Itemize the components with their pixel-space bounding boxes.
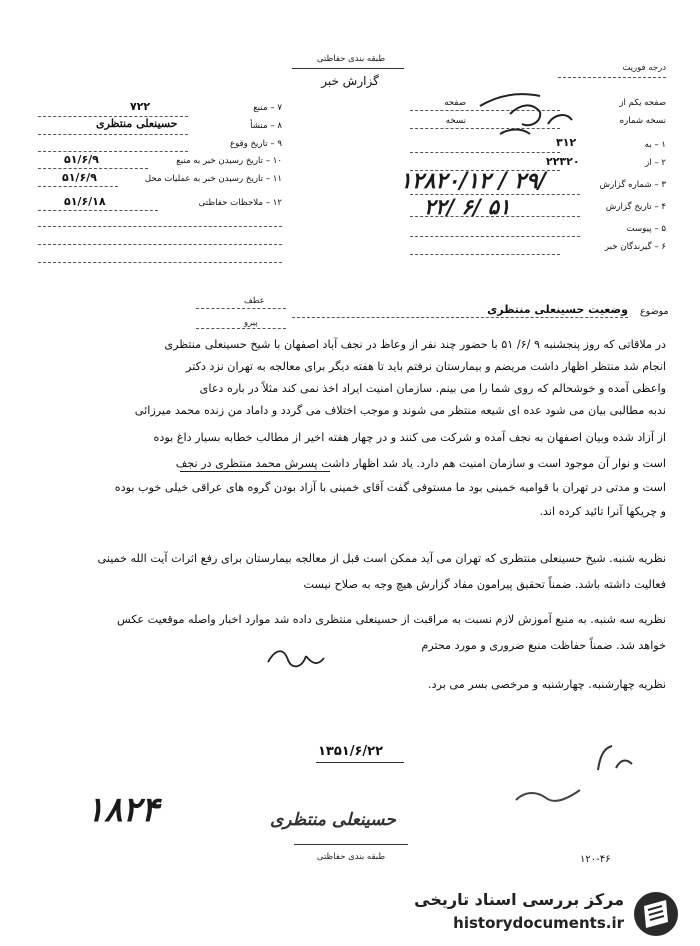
- field-label-report-number: ۳ – شماره گزارش: [599, 180, 666, 190]
- note-line-last: نظریه چهارشنبه. چهارشنبه و مرخصی بسر می برد.: [428, 678, 666, 691]
- field-value-source: ۷۲۲: [130, 100, 151, 113]
- body-line: است و نوار آن موجود است و سازمان امنیت هم دارد. یاد شد اظهار داشت پسرش محمد منتظری در نجف: [175, 457, 666, 470]
- field-label-ops-receipt-date: ۱۱ – تاریخ رسیدن خبر به عملیات محل: [144, 174, 282, 184]
- note-line: نظریه سه شنبه. به منبع آموزش لازم نسبت به مراقبت از حسینعلی منتظری داده شد موارد اخبار واصله موقعیت عکس: [116, 613, 666, 626]
- handwritten-scribble-icon: [470, 84, 590, 144]
- handwritten-name: حسینعلی منتظری: [270, 810, 396, 830]
- field-label-security-notes: ۱۲ – ملاحظات حفاظتی: [198, 198, 282, 208]
- handwritten-number: ۱۸۲۴: [86, 790, 160, 830]
- watermark-title: مرکز بررسی اسناد تاریخی: [414, 890, 624, 909]
- field-label-origin: ۸ – منشأ: [250, 121, 282, 131]
- note-line: خواهد شد. ضمناً حفاظت منبع ضروری و مورد محترم: [421, 639, 666, 652]
- field-value-source-receipt-date: ۵۱/۶/۹: [62, 171, 97, 184]
- handwritten-mark-icon: [590, 738, 640, 778]
- report-title: گزارش خبر: [321, 74, 379, 88]
- body-line: و چریکها آنرا تائید کرده اند.: [539, 505, 666, 518]
- field-label-to: ۱ – به: [644, 140, 666, 150]
- note-line: فعالیت داشته باشد. ضمناً تحقیق پیرامون مفاد گزارش هیچ وجه به صلاح نیست: [303, 578, 666, 591]
- field-label-page-extra: صفحه: [444, 98, 466, 108]
- field-value-ops-receipt-date: ۵۱/۶/۱۸: [64, 195, 106, 208]
- archive-logo-icon: [630, 888, 682, 940]
- field-label-source-receipt-date: ۱۰ – تاریخ رسیدن خبر به منبع: [176, 156, 282, 166]
- body-line: انجام شد منتظر اظهار داشت مریضم و بیمارستان نرفتم باید تا هفته دیگر برای معالجه به تهران نزد دکتر: [186, 360, 666, 373]
- handwritten-mark-icon: [510, 780, 590, 810]
- priority-label: درجه فوریت: [622, 63, 666, 73]
- classification-label-top: طبقه بندی حفاظتی: [316, 54, 386, 64]
- body-line: در ملاقاتی که روز پنجشنبه ۹ /۶/ ۵۱ با حضور چند نفر از وعاظ در نجف آباد اصفهان با شیخ حسینعلی منتظری: [164, 338, 666, 351]
- field-label-attachment: ۵ – پیوست: [626, 224, 666, 234]
- field-label-report-date: ۴ – تاریخ گزارش: [605, 202, 666, 212]
- body-line: واعظی آمده و خوشحالم که روی شما را می بینم. سازمان امنیت ایراد اخذ نمی کند مثلاً در باره دعای: [199, 382, 666, 395]
- field-label-copy-number: نسخه شماره: [619, 116, 666, 126]
- body-line: ندبه مطالبی بیان می شود عده ای شیعه منتظر می شوند و موجب اختلاف می گردد و داماد من زنده محمد میرزائی: [134, 404, 666, 417]
- reference-atf-label: عطف: [244, 296, 265, 306]
- field-value-occurrence-date: ۵۱/۶/۹: [64, 153, 99, 166]
- field-value-to: ۳۱۲: [556, 136, 577, 149]
- field-label-occurrence-date: ۹ – تاریخ وقوع: [229, 139, 282, 149]
- field-label-page: صفحه یکم از: [619, 98, 666, 108]
- field-label-from: ۲ – از: [645, 158, 666, 168]
- body-line: از آزاد شده وبیان اصفهان به نجف آمده و شرکت می کنند و در چهار هفته اخیر از مطالب خطابه بسیار داغ بوده: [153, 431, 666, 444]
- field-label-source: ۷ – منبع: [253, 103, 282, 113]
- subject-label: موضوع: [640, 306, 669, 317]
- field-label-recipients: ۶ – گیرندگان خبر: [604, 242, 666, 252]
- signature-icon: [262, 638, 332, 678]
- field-value-report-number: ۱۲۸۲۰/۱۲ / ۲۹/: [400, 168, 546, 194]
- body-line: است و مدتی در تهران با قوامیه خمینی بود ما مستوفی گفت آقای خمینی با آزاد بودن گروه های عراقی خیلی خوب بوده: [114, 481, 666, 494]
- subject-text: وضعیت حسینعلی منتظری: [487, 303, 628, 316]
- watermark-url: historydocuments.ir: [453, 914, 624, 932]
- note-line: نظریه شنبه. شیخ حسینعلی منتظری که تهران می آید ممکن است قبل از معالجه بیمارستان برای رفع اثرات آیت الله خمینی: [97, 552, 666, 565]
- field-value-from: ۲۲۳۲۰: [546, 155, 580, 168]
- field-value-origin: حسینعلی منتظری: [96, 117, 178, 130]
- date-stamp: ۱۳۵۱/۶/۲۲: [318, 744, 384, 759]
- field-value-report-date: ۲۲/ ۶/ ۵۱: [424, 194, 511, 219]
- field-label-copy-extra: نسخه: [445, 116, 466, 126]
- footer-code: ۱۲۰-۴۶: [580, 854, 611, 865]
- classification-label-bottom: طبقه بندی حفاظتی: [316, 852, 386, 862]
- reference-peyro-label: پیرو: [244, 318, 258, 328]
